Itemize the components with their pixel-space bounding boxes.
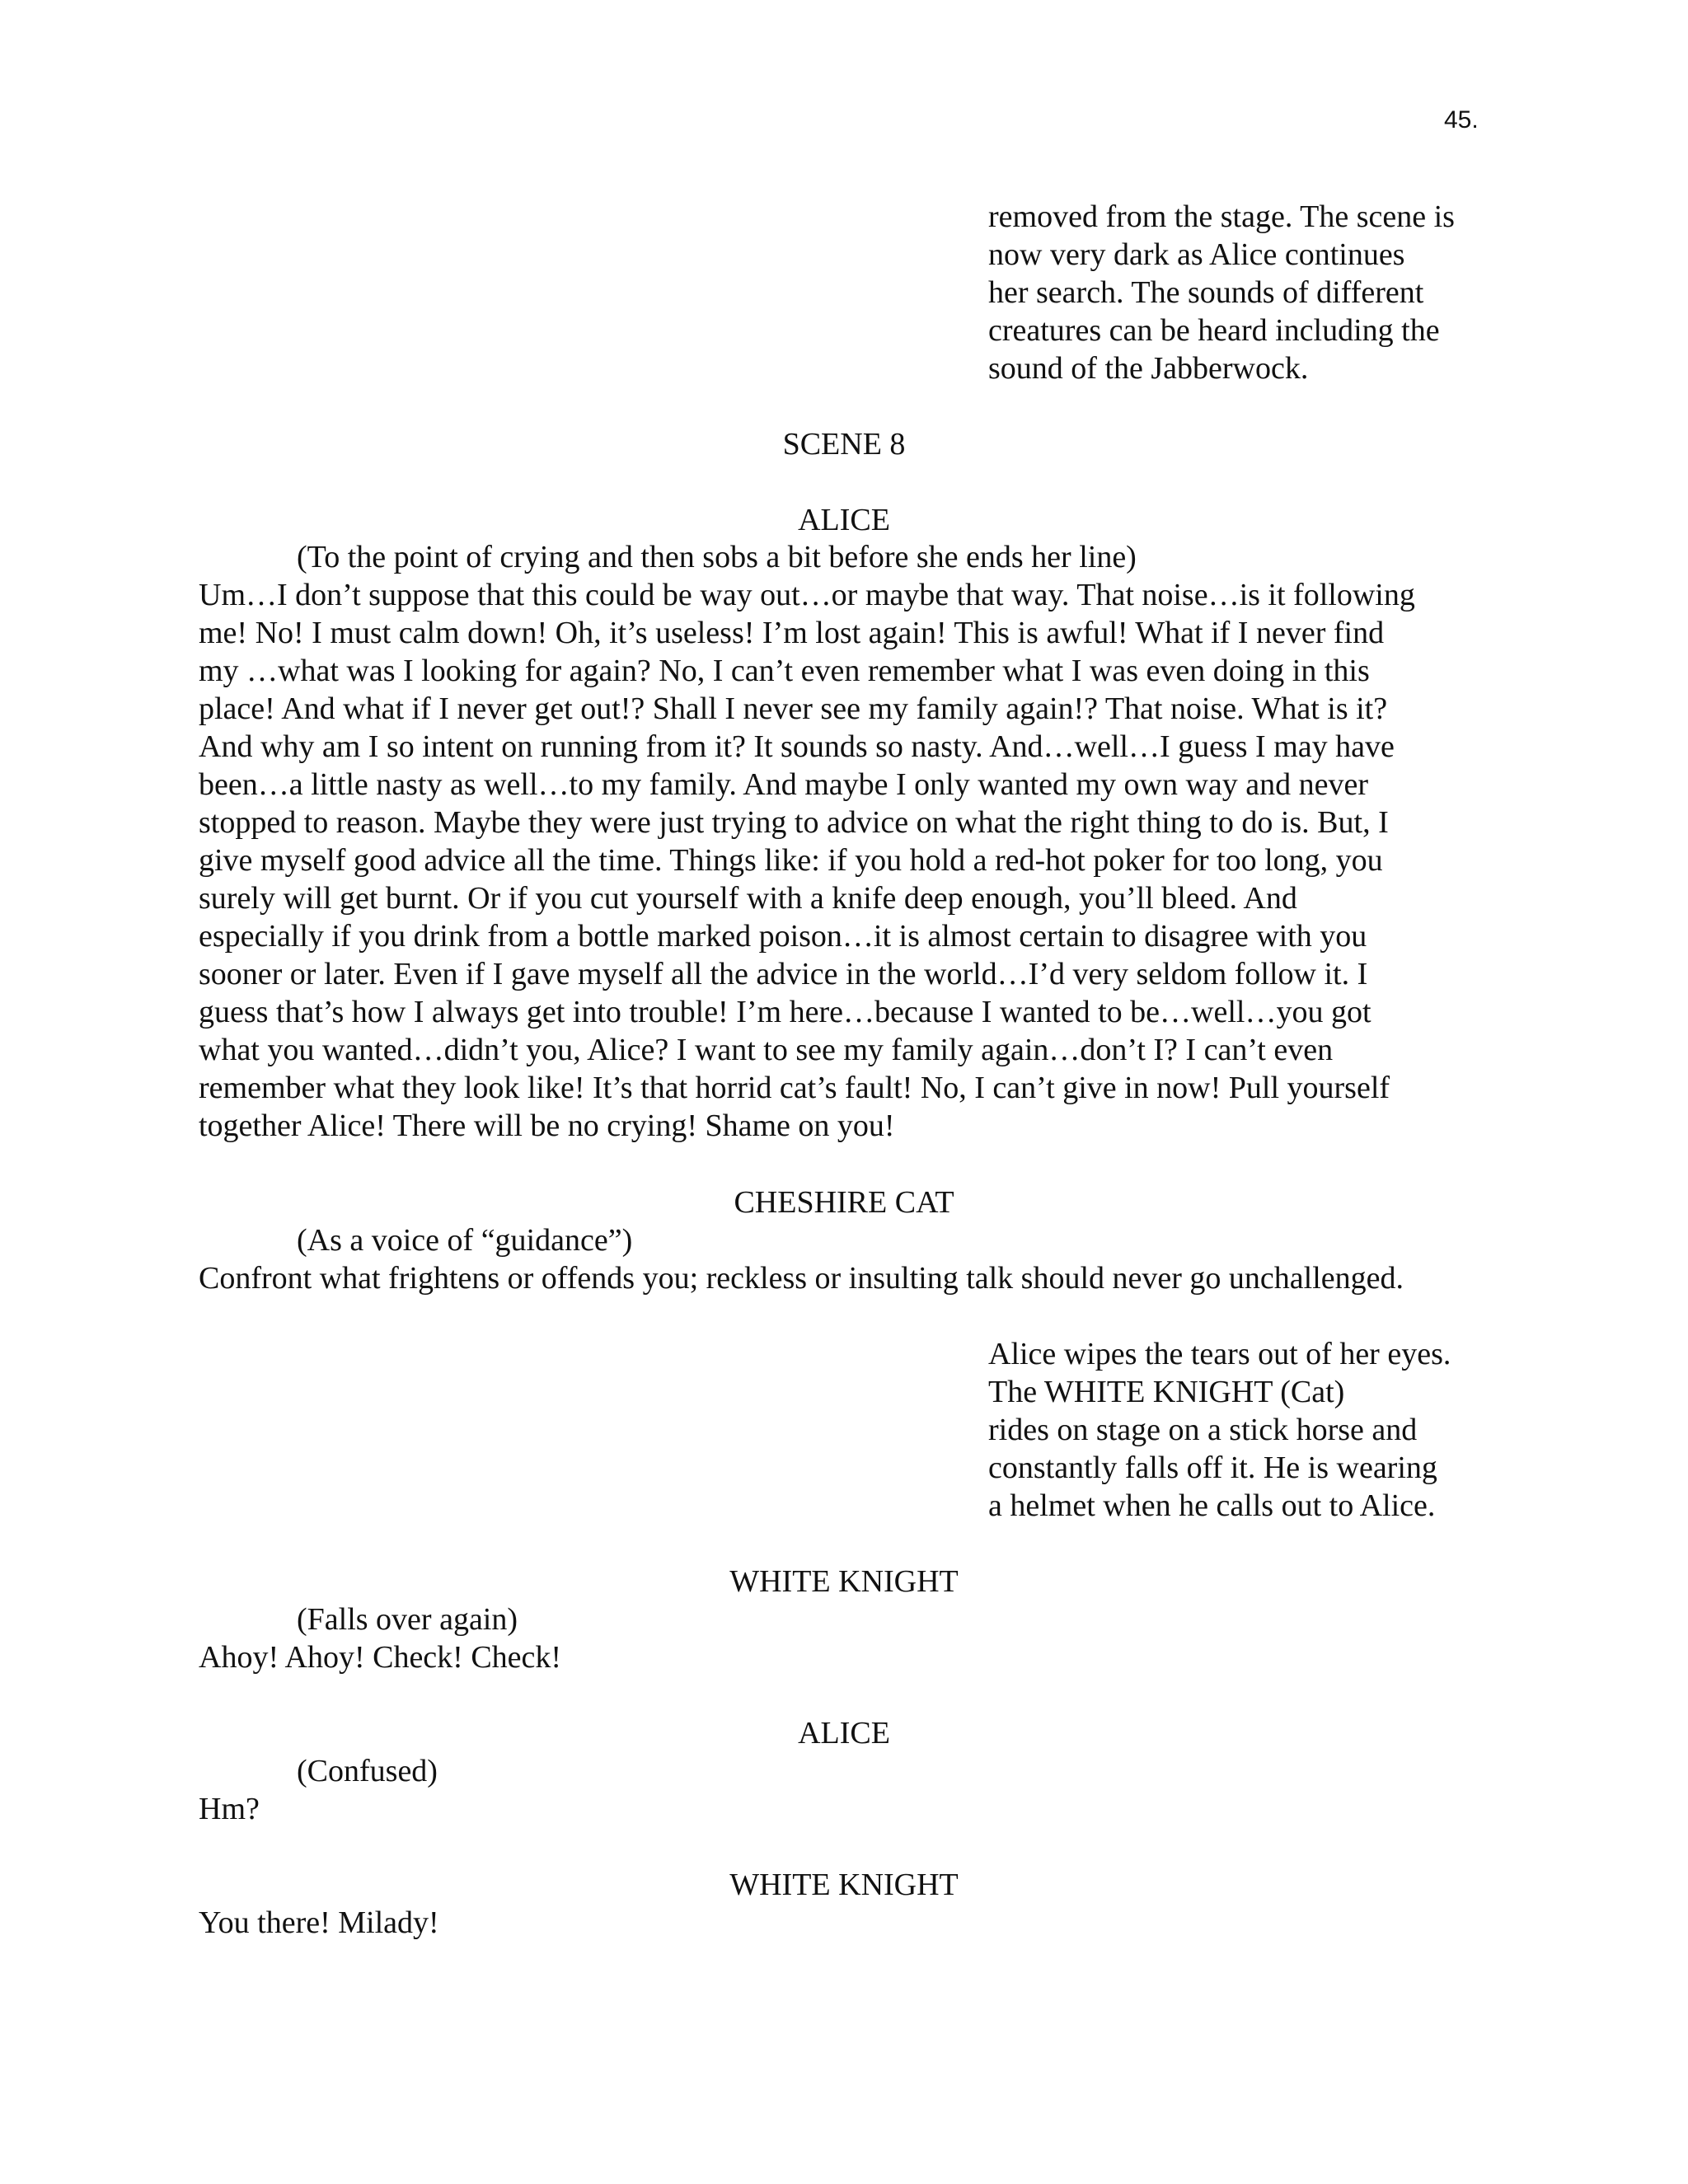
dialogue-line: me! No! I must calm down! Oh, it’s useless! I’m lost again! This is awful! What if I never find bbox=[199, 616, 1385, 650]
character-name-alice: ALICE bbox=[798, 1716, 890, 1750]
parenthetical: (Confused) bbox=[297, 1754, 438, 1788]
dialogue-line: surely will get burnt. Or if you cut yourself with a knife deep enough, you’ll bleed. And bbox=[199, 881, 1297, 916]
dialogue-line: my …what was I looking for again? No, I can’t even remember what I was even doing in this bbox=[199, 654, 1370, 688]
stage-direction-line: The WHITE KNIGHT (Cat) bbox=[988, 1375, 1345, 1409]
stage-direction-line: now very dark as Alice continues bbox=[988, 237, 1405, 272]
character-name-white-knight: WHITE KNIGHT bbox=[729, 1868, 959, 1902]
white-knight-speech: You there! Milady! bbox=[199, 1905, 439, 1940]
character-name-alice: ALICE bbox=[798, 503, 890, 537]
dialogue-line: what you wanted…didn’t you, Alice? I want to see my family again…don’t I? I can’t even bbox=[199, 1033, 1334, 1067]
stage-direction-line: a helmet when he calls out to Alice. bbox=[988, 1488, 1436, 1523]
dialogue-line: guess that’s how I always get into trouble! I’m here…because I wanted to be…well…you got bbox=[199, 995, 1372, 1029]
parenthetical: (To the point of crying and then sobs a bit before she ends her line) bbox=[297, 540, 1137, 574]
stage-direction-1 bbox=[988, 198, 1455, 387]
stage-direction-2 bbox=[988, 1335, 1451, 1525]
white-knight-speech: Ahoy! Ahoy! Check! Check! bbox=[199, 1640, 562, 1675]
dialogue-line: Um…I don’t suppose that this could be way out…or maybe that way. That noise…is it following bbox=[199, 578, 1415, 612]
dialogue-line: sooner or later. Even if I gave myself all the advice in the world…I’d very seldom follow it. I bbox=[199, 957, 1368, 991]
page-number: 45. bbox=[1444, 106, 1479, 134]
stage-direction-line: Alice wipes the tears out of her eyes. bbox=[988, 1337, 1451, 1371]
stage-direction-line: constantly falls off it. He is wearing bbox=[988, 1451, 1437, 1485]
stage-direction-line: creatures can be heard including the bbox=[988, 313, 1440, 348]
dialogue-line: stopped to reason. Maybe they were just trying to advice on what the right thing to do is. But, I bbox=[199, 805, 1389, 840]
dialogue-line: place! And what if I never get out!? Shall I never see my family again!? That noise. What is it? bbox=[199, 691, 1388, 726]
dialogue-line: been…a little nasty as well…to my family. And maybe I only wanted my own way and never bbox=[199, 767, 1369, 802]
cheshire-speech: Confront what frightens or offends you; reckless or insulting talk should never go unchallenged. bbox=[199, 1261, 1404, 1296]
character-name-cheshire-cat: CHESHIRE CAT bbox=[734, 1185, 954, 1220]
stage-direction-line: rides on stage on a stick horse and bbox=[988, 1413, 1418, 1447]
scene-heading: SCENE 8 bbox=[782, 427, 906, 462]
alice-speech bbox=[199, 576, 1415, 1145]
dialogue-line: especially if you drink from a bottle marked poison…it is almost certain to disagree with you bbox=[199, 919, 1367, 954]
parenthetical: (As a voice of “guidance”) bbox=[297, 1223, 633, 1258]
parenthetical: (Falls over again) bbox=[297, 1602, 518, 1637]
alice-speech: Hm? bbox=[199, 1792, 260, 1826]
stage-direction-line: her search. The sounds of different bbox=[988, 275, 1424, 310]
dialogue-line: together Alice! There will be no crying! Shame on you! bbox=[199, 1108, 895, 1143]
stage-direction-line: removed from the stage. The scene is bbox=[988, 199, 1455, 234]
dialogue-line: And why am I so intent on running from it? It sounds so nasty. And…well…I guess I may have bbox=[199, 729, 1395, 764]
stage-direction-line: sound of the Jabberwock. bbox=[988, 351, 1309, 386]
dialogue-line: remember what they look like! It’s that horrid cat’s fault! No, I can’t give in now! Pull yourself bbox=[199, 1071, 1390, 1105]
character-name-white-knight: WHITE KNIGHT bbox=[729, 1564, 959, 1599]
dialogue-line: give myself good advice all the time. Things like: if you hold a red-hot poker for too long, you bbox=[199, 843, 1383, 878]
